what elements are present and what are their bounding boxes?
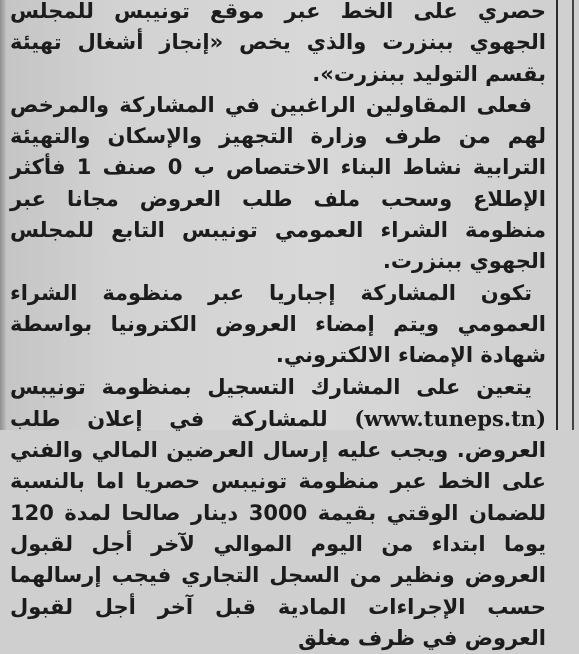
column-rule-outer <box>572 0 574 430</box>
tuneps-website-link[interactable]: (www.tuneps.tn) <box>354 405 546 431</box>
registration-text-rest: للمشاركة في إعلان طلب العروض. ويجب عليه إرسال العرضين المالي والفني على الخط عبر منظومة تونيبس حصريا اما بالنسبة للضمان الوقتي بقيمة 3000 دينار صالحا لمدة 120 يوما ابتداء من اليوم الموالي لآخر أجل لقبول العروض ونظير من السجل التجاري فيجب إرسالهما حسب الإجراءات المادية قبل آخر أجل لقبول العروض في ظرف مغلق <box>10 406 546 650</box>
column-rule <box>556 0 558 430</box>
paragraph-participation: تكون المشاركة إجباريا عبر منظومة الشراء العمومي ويتم إمضاء العروض الكترونيا بواسطة شهادة الإمضاء الالكتروني. <box>10 280 546 368</box>
paragraph-eligibility: فعلى المقاولين الراغبين في المشاركة والمرخص لهم من طرف وزارة التجهيز والإسكان والتهيئة الترابية نشاط البناء الاختصاص ب 0 صنف 1 فأكثر الإطلاع وسحب ملف طلب العروض مجانا عبر منظومة الشراء العمومي تونيبس التابع للمجلس الجهوي ببنزرت. <box>10 92 546 274</box>
page-left-edge <box>0 0 6 430</box>
registration-text-start: يتعين على المشارك التسجيل بمنظومة تونيبس <box>10 374 532 399</box>
paragraph-registration <box>10 372 546 654</box>
tender-notice-article <box>10 0 546 654</box>
paragraph-intro: حصري على الخط عبر موقع تونيبس للمجلس الجهوي ببنزرت والذي يخص «إنجاز أشغال تهيئة بقسم التوليد ببنزرت». <box>10 0 546 86</box>
